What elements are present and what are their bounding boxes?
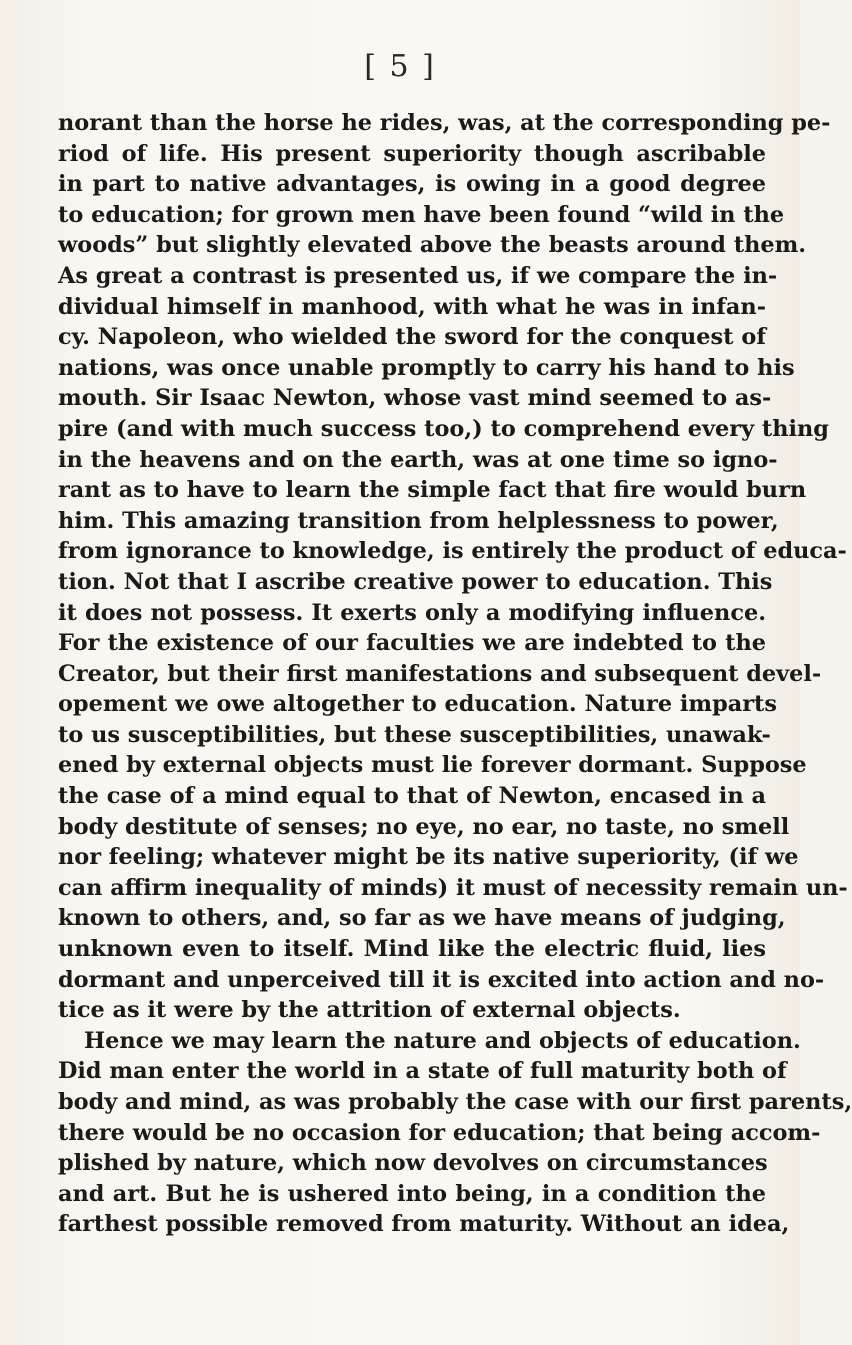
- text-line: to us susceptibilities, but these susceptibilities, unawak-: [58, 721, 771, 748]
- text-line: tice as it were by the attrition of external objects.: [58, 997, 681, 1024]
- text-line: unknown even to itself. Mind like the electric fluid, lies: [58, 936, 766, 963]
- text-line: nations, was once unable promptly to carry his hand to his: [58, 354, 795, 381]
- text-line: the case of a mind equal to that of Newton, encased in a: [58, 783, 766, 810]
- body-text: [58, 108, 852, 1240]
- text-line: As great a contrast is presented us, if we compare the in-: [58, 262, 778, 289]
- text-line: farthest possible removed from maturity. Without an idea,: [58, 1211, 790, 1238]
- text-line: rant as to have to learn the simple fact that fire would burn: [58, 477, 807, 504]
- text-line: For the existence of our faculties we are indebted to the: [58, 630, 766, 657]
- text-line: to education; for grown men have been found “wild in the: [58, 201, 785, 228]
- text-line: Did man enter the world in a state of full maturity both of: [58, 1058, 787, 1085]
- text-line: known to others, and, so far as we have means of judging,: [58, 905, 786, 932]
- text-line: there would be no occasion for education; that being accom-: [58, 1119, 821, 1146]
- text-line: in part to native advantages, is owing in a good degree: [58, 171, 766, 198]
- page-number: [ 5 ]: [364, 49, 436, 84]
- text-line: opement we owe altogether to education. Nature imparts: [58, 691, 777, 718]
- text-line: mouth. Sir Isaac Newton, whose vast mind seemed to as-: [58, 385, 772, 412]
- text-line: Hence we may learn the nature and objects of education.: [84, 1027, 801, 1054]
- text-line: dormant and unperceived till it is excited into action and no-: [58, 966, 825, 993]
- text-line: from ignorance to knowledge, is entirely the product of educa-: [58, 538, 847, 565]
- text-line: ened by external objects must lie forever dormant. Suppose: [58, 752, 807, 779]
- text-line: pire (and with much success too,) to comprehend every thing: [58, 415, 829, 442]
- text-line: riod of life. His present superiority though ascribable: [58, 140, 766, 167]
- text-line: norant than the horse he rides, was, at the corresponding pe-: [58, 110, 831, 136]
- text-line: nor feeling; whatever might be its native superiority, (if we: [58, 844, 799, 871]
- text-line: plished by nature, which now devolves on circumstances: [58, 1150, 768, 1177]
- text-line: dividual himself in manhood, with what he was in infan-: [58, 293, 766, 320]
- text-line: in the heavens and on the earth, was at one time so igno-: [58, 446, 778, 473]
- text-line: body and mind, as was probably the case with our first parents,: [58, 1089, 852, 1115]
- text-line: it does not possess. It exerts only a modifying influence.: [58, 599, 766, 626]
- text-line: tion. Not that I ascribe creative power to education. This: [58, 568, 773, 595]
- text-line: body destitute of senses; no eye, no ear, no taste, no smell: [58, 813, 790, 840]
- text-line: and art. But he is ushered into being, in a condition the: [58, 1180, 766, 1207]
- text-line: Creator, but their first manifestations and subsequent devel-: [58, 660, 822, 687]
- text-line: him. This amazing transition from helplessness to power,: [58, 507, 779, 534]
- text-line: can affirm inequality of minds) it must of necessity remain un-: [58, 874, 848, 901]
- text-line: woods” but slightly elevated above the beasts around them.: [58, 232, 807, 259]
- text-line: cy. Napoleon, who wielded the sword for the conquest of: [58, 324, 766, 351]
